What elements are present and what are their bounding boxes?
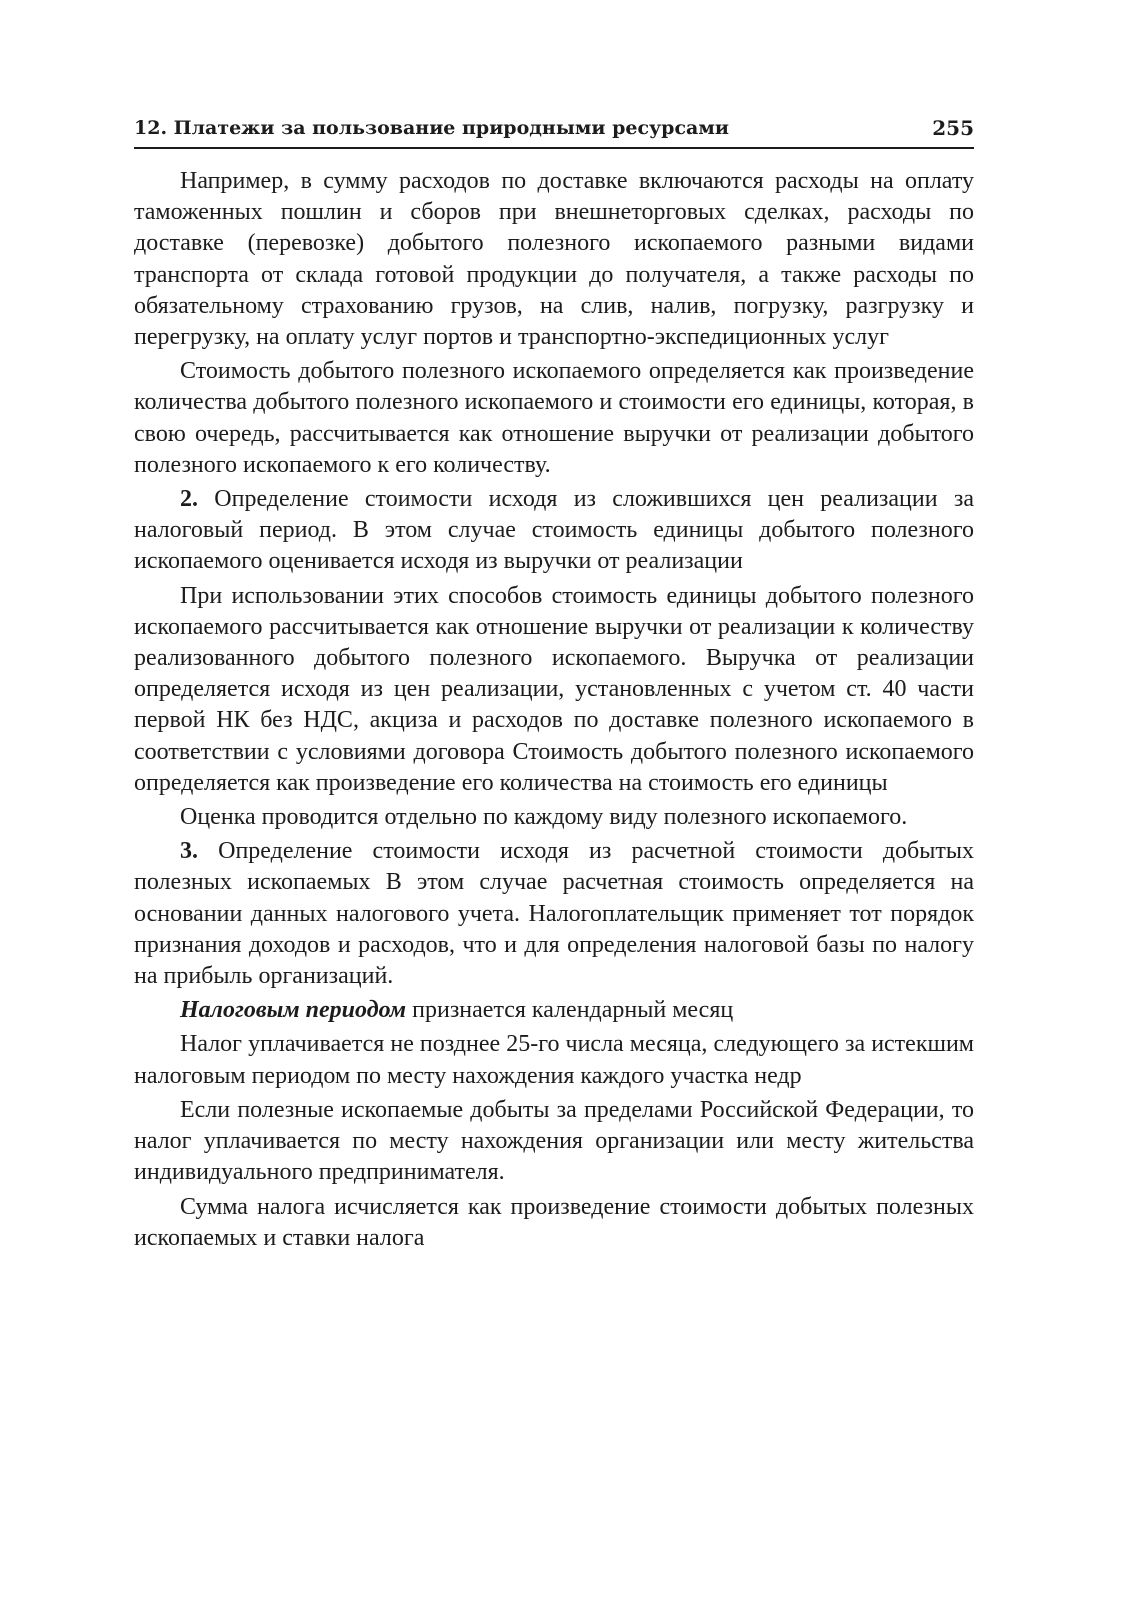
paragraph — [134, 1095, 974, 1189]
defined-term: Налоговым периодом — [180, 997, 407, 1024]
paragraph-text: Сумма налога исчисляется как произведение стоимости добытых полезных ископаемых и ставки налога — [134, 1193, 974, 1251]
paragraph — [134, 1192, 974, 1254]
paragraph — [134, 166, 974, 353]
paragraph-text: Стоимость добытого полезного ископаемого определяется как произведение количества добытого полезного ископаемого и стоимости его единицы, которая, в свою очередь, рассчитывается как отношение выручки от реализации добытого полезного ископаемого к его количеству. — [134, 358, 974, 478]
paragraph-text: Определение стоимости исходя из сложившихся цен реализации за налоговый период. В этом случае стоимость единицы добытого полезного ископаемого оценивается исходя из выручки от реализации — [134, 486, 974, 575]
paragraph-text: Определение стоимости исходя из расчетной стоимости добытых полезных ископаемых В этом случае расчетная стоимость определяется на основании данных налогового учета. Налогоплательщик применяет тот порядок признания доходов и расходов, что и для определения налоговой базы по налогу на прибыль организаций. — [134, 838, 974, 990]
paragraph-text: Например, в сумму расходов по доставке включаются расходы на оплату таможенных пошлин и сборов при внешнеторговых сделках, расходы по доставке (перевозке) добытого полезного ископаемого разными видами транспорта от склада готовой продукции до получателя, а также расходы по обязательному страхованию грузов, на слив, налив, погрузку, разгрузку и перегрузку, на оплату услуг портов и транспортно-экспедиционных услуг — [134, 168, 974, 351]
paragraph-text: признается календарный месяц — [406, 997, 734, 1024]
list-number: 3. — [180, 838, 198, 865]
paragraph — [134, 995, 974, 1026]
paragraph — [134, 836, 974, 992]
paragraph-text: Оценка проводится отдельно по каждому виду полезного ископаемого. — [180, 804, 908, 831]
paragraph — [134, 484, 974, 578]
paragraph — [134, 356, 974, 481]
list-number: 2. — [180, 486, 198, 513]
paragraph — [134, 802, 974, 833]
paragraph-text: Налог уплачивается не позднее 25-го числа месяца, следующего за истекшим налоговым периодом по месту нахождения каждого участка недр — [134, 1031, 974, 1089]
body-text — [134, 166, 974, 1257]
chapter-title: 12. Платежи за пользование природными ресурсами — [134, 117, 729, 139]
paragraph — [134, 581, 974, 799]
paragraph-text: Если полезные ископаемые добыты за пределами Российской Федерации, то налог уплачивается по месту нахождения организации или месту жительства индивидуального предпринимателя. — [134, 1096, 974, 1186]
paragraph-text: При использовании этих способов стоимость единицы добытого полезного ископаемого рассчитывается как отношение выручки от реализации к количеству реализованного добытого полезного ископаемого. Выручка от реализации определяется исходя из цен реализации, установленных с учетом ст. 40 части первой НК без НДС, акциза и расходов по доставке полезного ископаемого в соответствии с условиями договора Стоимость добытого полезного ископаемого определяется как произведение его количества на стоимость его единицы — [134, 582, 974, 796]
page-number: 255 — [932, 116, 974, 140]
paragraph — [134, 1029, 974, 1091]
running-header — [134, 113, 974, 149]
